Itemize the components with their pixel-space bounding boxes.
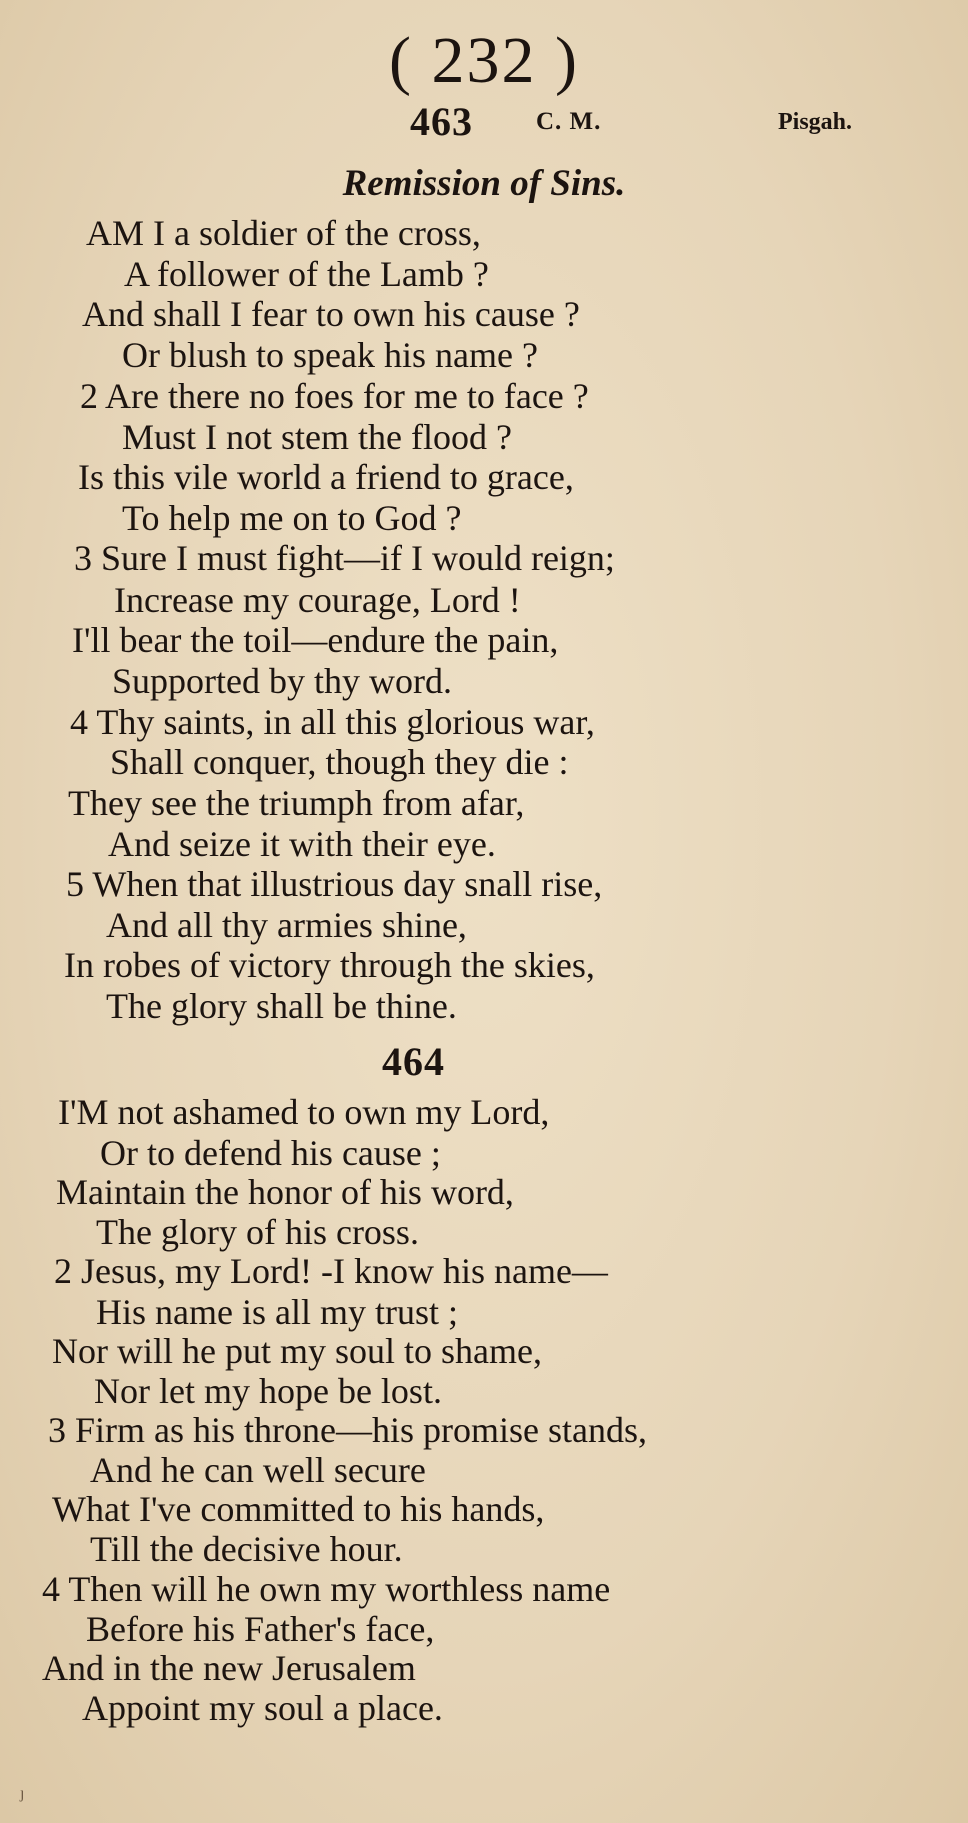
hymn-463-subject: Remission of Sins. <box>342 163 626 204</box>
hymn-464-header <box>0 1040 968 1084</box>
hymn-463-header <box>0 100 968 144</box>
hymn-463-line: And all thy armies shine, <box>106 905 467 945</box>
hymn-463-tune: Pisgah. <box>778 109 853 135</box>
hymn-464-line: The glory of his cross. <box>96 1212 419 1252</box>
hymn-463-line: To help me on to God ? <box>122 498 462 538</box>
hymn-464-line: Or to defend his cause ; <box>100 1133 441 1173</box>
hymn-463-line: A follower of the Lamb ? <box>124 254 489 294</box>
hymn-463-line: I'll bear the toil—endure the pain, <box>72 620 559 660</box>
hymn-464-line: Before his Father's face, <box>86 1609 435 1649</box>
hymn-464-line: And he can well secure <box>90 1450 426 1490</box>
hymn-463-line: AM I a soldier of the cross, <box>86 213 481 253</box>
hymn-464-line: His name is all my trust ; <box>96 1292 458 1332</box>
hymn-463-line: Supported by thy word. <box>112 661 452 701</box>
hymn-463-line: Is this vile world a friend to grace, <box>78 457 574 497</box>
hymn-464-line: What I've committed to his hands, <box>52 1489 545 1529</box>
hymn-464-line: 4 Then will he own my worthless name <box>42 1569 611 1609</box>
hymn-463-line: Increase my courage, Lord ! <box>114 580 521 620</box>
hymn-463-meter: C. M. <box>536 108 602 135</box>
hymn-463-line: They see the triumph from afar, <box>68 783 525 823</box>
hymn-463-line: 2 Are there no foes for me to face ? <box>80 376 589 416</box>
hymn-464-line: Nor let my hope be lost. <box>94 1371 442 1411</box>
hymn-464-line: Maintain the honor of his word, <box>56 1172 514 1212</box>
hymn-464-line: I'M not ashamed to own my Lord, <box>58 1092 550 1132</box>
hymn-464-line: 2 Jesus, my Lord! -I know his name— <box>54 1251 608 1291</box>
hymn-463-line: Or blush to speak his name ? <box>122 335 538 375</box>
hymn-464-line: 3 Firm as his throne—his promise stands, <box>48 1410 647 1450</box>
hymn-463-line: Must I not stem the flood ? <box>122 417 512 457</box>
hymn-464-line: Nor will he put my soul to shame, <box>52 1331 542 1371</box>
hymn-463-number: 463 <box>410 99 473 144</box>
hymn-463-line: The glory shall be thine. <box>106 986 457 1026</box>
hymn-463-line: In robes of victory through the skies, <box>64 945 595 985</box>
page-number: ( 232 ) <box>389 24 579 97</box>
hymn-463-line: And seize it with their eye. <box>108 824 496 864</box>
hymn-463-line: Shall conquer, though they die : <box>110 742 569 782</box>
hymn-464-number: 464 <box>382 1039 445 1084</box>
hymn-464-line: Appoint my soul a place. <box>82 1688 443 1728</box>
hymn-464-line: Till the decisive hour. <box>90 1529 403 1569</box>
hymn-464-line: And in the new Jerusalem <box>42 1648 416 1688</box>
hymn-463-line: And shall I fear to own his cause ? <box>82 294 580 334</box>
hymn-463-line: 5 When that illustrious day snall rise, <box>66 864 603 904</box>
hymn-463-line: 4 Thy saints, in all this glorious war, <box>70 702 595 742</box>
ink-mark: ȷ <box>20 1785 25 1802</box>
hymn-463-line: 3 Sure I must fight—if I would reign; <box>74 538 615 578</box>
